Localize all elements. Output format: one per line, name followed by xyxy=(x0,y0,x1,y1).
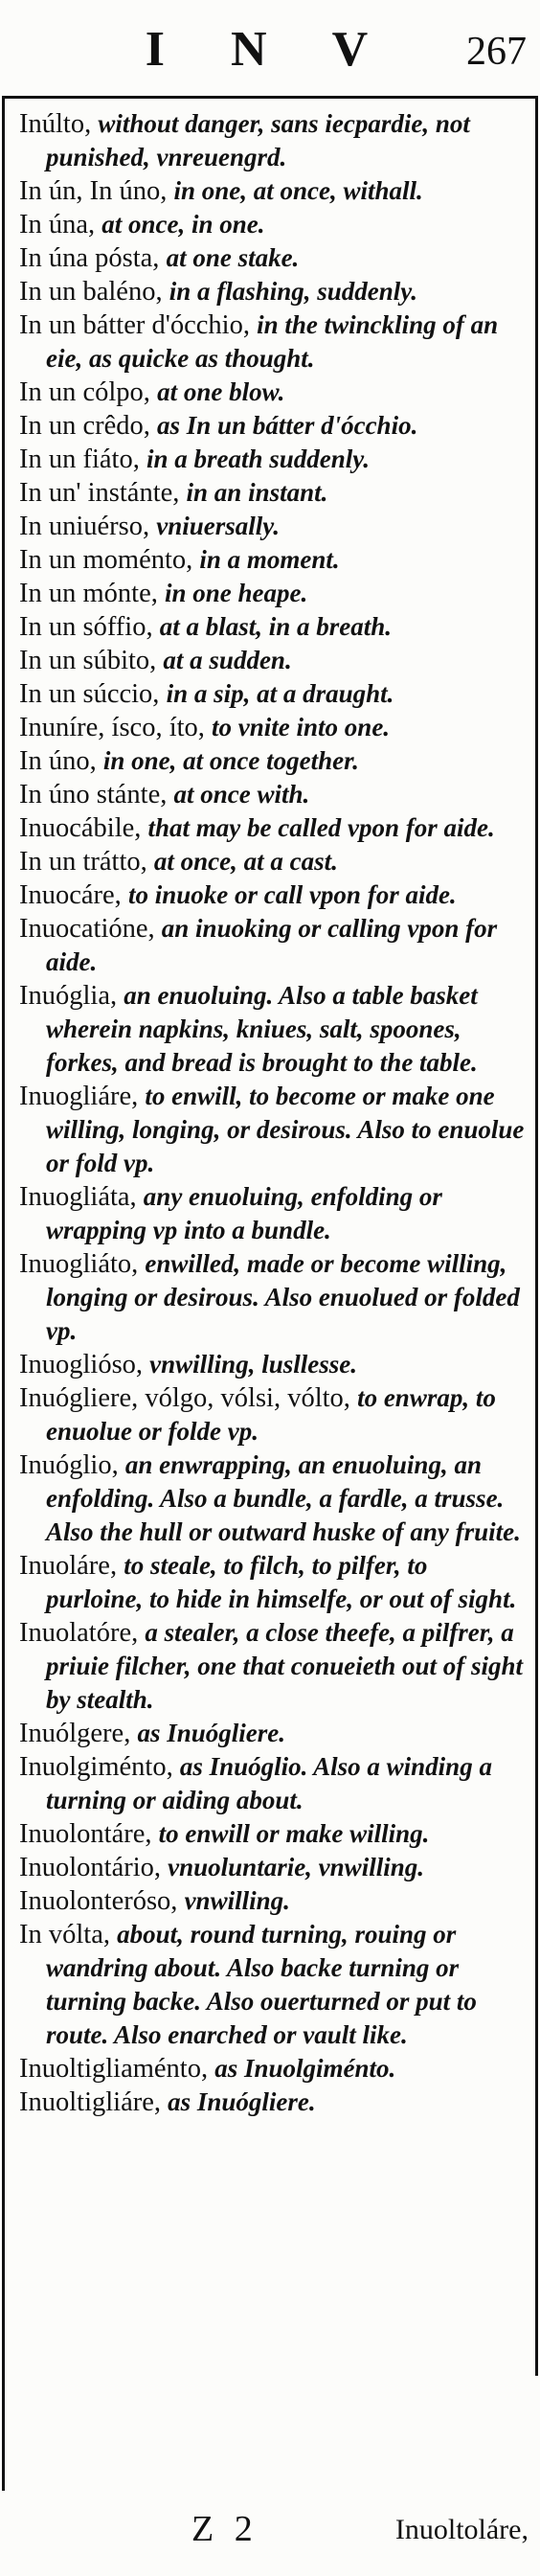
dictionary-entry xyxy=(19,1549,527,1616)
entry-headword: In un bátter d'ócchio, xyxy=(19,310,258,340)
entry-headword: In úna, xyxy=(19,210,102,239)
entry-headword: In un súbito, xyxy=(19,646,164,675)
entry-definition: at one blow. xyxy=(157,377,285,406)
dictionary-entry xyxy=(19,510,527,543)
dictionary-entry xyxy=(19,845,527,878)
dictionary-entry xyxy=(19,677,527,711)
entry-definition: to vnite into one. xyxy=(212,713,391,741)
dictionary-entry xyxy=(19,912,527,979)
entry-definition: as Inuógliere. xyxy=(168,2087,316,2116)
entry-definition: at one stake. xyxy=(166,243,300,272)
entry-definition: in a flashing, suddenly. xyxy=(169,277,418,306)
dictionary-entry xyxy=(19,577,527,610)
entry-headword: In un' instánte, xyxy=(19,478,187,508)
entry-list xyxy=(19,107,527,2119)
entry-definition: vnuoluntarie, vnwilling. xyxy=(168,1853,424,1881)
dictionary-entry xyxy=(19,1348,527,1381)
entry-definition: enwilled, made or become willing, longing or desirous. Also enuolued or folded vp. xyxy=(46,1249,520,1345)
entry-headword: Inuoláre, xyxy=(19,1551,124,1581)
entry-headword: In úno stánte, xyxy=(19,780,174,809)
entry-definition: at once with. xyxy=(173,780,310,809)
entry-headword: Inuníre, ísco, íto, xyxy=(19,713,213,742)
entry-definition: as Inuóglio. Also a winding a turning or aiding about. xyxy=(46,1752,492,1814)
entry-definition: in a sip, at a draught. xyxy=(166,679,394,708)
entry-headword: Inuocáre, xyxy=(19,880,128,910)
dictionary-entry xyxy=(19,107,527,174)
entry-headword: Inuógliere, vólgo, vólsi, vólto, xyxy=(19,1383,358,1413)
entry-definition: an enwrapping, an enuoluing, an enfolding. Also a bundle, a fardle, a trusse. Also the hull or outward huske of any fruite. xyxy=(46,1450,521,1546)
entry-headword: Inuolontário, xyxy=(19,1853,169,1882)
entry-headword: In vólta, xyxy=(19,1920,118,1949)
entry-definition: an inuoking or calling vpon for aide. xyxy=(46,914,498,976)
entry-headword: In un súccio, xyxy=(19,679,167,709)
dictionary-entry xyxy=(19,1247,527,1348)
entry-definition: vnwilling, lusllesse. xyxy=(149,1350,357,1379)
signature-mark: Z 2 xyxy=(191,2509,259,2549)
entry-definition: as Inuógliere. xyxy=(137,1719,285,1747)
entry-headword: Inuogliáre, xyxy=(19,1082,146,1111)
dictionary-entry xyxy=(19,1381,527,1448)
entry-headword: In un fiáto, xyxy=(19,445,146,474)
dictionary-entry xyxy=(19,1817,527,1851)
entry-definition: in a moment. xyxy=(199,545,340,574)
entry-definition: at a blast, in a breath. xyxy=(159,612,393,641)
entry-definition: in one, at once together. xyxy=(102,746,359,775)
entry-headword: In un trátto, xyxy=(19,847,154,877)
entry-definition: to enwill, to become or make one willing, longing, or desirous. Also to enuolue or fold vp. xyxy=(46,1082,525,1177)
entry-headword: In un sóffio, xyxy=(19,612,160,642)
entry-headword: Inuolontáre, xyxy=(19,1819,159,1849)
dictionary-entry xyxy=(19,1448,527,1549)
dictionary-entry xyxy=(19,644,527,677)
dictionary-entry xyxy=(19,2052,527,2086)
dictionary-entry xyxy=(19,744,527,778)
header-rule xyxy=(2,96,538,99)
entry-headword: Inuogliáta, xyxy=(19,1182,144,1212)
dictionary-entry xyxy=(19,174,527,208)
entry-headword: Inuolonterósо, xyxy=(19,1886,185,1916)
entry-headword: Inuolgiménto, xyxy=(19,1752,180,1782)
dictionary-entry xyxy=(19,241,527,275)
entry-headword: In un cólpo, xyxy=(19,377,158,407)
entry-definition: to steale, to filch, to pilfer, to purloine, to hide in himselfe, or out of sight. xyxy=(46,1551,517,1613)
entry-headword: Inuogliósо, xyxy=(19,1350,150,1379)
dictionary-entry xyxy=(19,2086,527,2119)
entry-headword: In úna pósta, xyxy=(19,243,167,273)
dictionary-entry xyxy=(19,610,527,644)
entry-headword: Inuóglio, xyxy=(19,1450,125,1480)
entry-definition: any enuoluing, enfolding or wrapping vp into a bundle. xyxy=(46,1182,442,1244)
entry-definition: to enwrap, to enuolue or folde vp. xyxy=(46,1383,496,1446)
entry-headword: In un baléno, xyxy=(19,277,169,307)
dictionary-entry xyxy=(19,1884,527,1918)
entry-definition: in a breath suddenly. xyxy=(146,445,371,473)
entry-headword: Inuóglia, xyxy=(19,981,124,1011)
entry-definition: in an instant. xyxy=(186,478,328,507)
dictionary-entry xyxy=(19,409,527,443)
entry-headword: In ún, In úno, xyxy=(19,176,174,206)
catchword: Inuoltoláre, xyxy=(394,2514,529,2545)
dictionary-entry xyxy=(19,1851,527,1884)
entry-definition: about, round turning, rouing or wandring about. Also backe turning or turning backe. Also ouerturned or put to route. Also enarched or vault like. xyxy=(46,1920,477,2049)
dictionary-entry xyxy=(19,308,527,376)
page-header xyxy=(0,0,540,88)
left-column-rule xyxy=(2,96,5,2491)
entry-definition: at a sudden. xyxy=(163,646,292,674)
entry-headword: Inúlto, xyxy=(19,109,99,139)
entry-headword: In uniuérso, xyxy=(19,512,157,541)
dictionary-entry xyxy=(19,1750,527,1817)
dictionary-entry xyxy=(19,1180,527,1247)
dictionary-entry xyxy=(19,208,527,241)
entry-definition: in the twinckling of an eie, as quicke as thought. xyxy=(46,310,499,373)
entry-headword: In un moménto, xyxy=(19,545,200,575)
dictionary-entry xyxy=(19,778,527,811)
dictionary-entry xyxy=(19,1717,527,1750)
page-footer xyxy=(0,2500,540,2567)
entry-headword: Inuólgere, xyxy=(19,1719,138,1748)
entry-definition: vnwilling. xyxy=(184,1886,290,1915)
entry-definition: at once, in one. xyxy=(101,210,265,239)
dictionary-entry xyxy=(19,543,527,577)
dictionary-entry xyxy=(19,275,527,308)
page-number: 267 xyxy=(466,30,527,74)
entry-headword: Inuogliáto, xyxy=(19,1249,146,1279)
dictionary-entry xyxy=(19,811,527,845)
dictionary-entry xyxy=(19,376,527,409)
dictionary-entry xyxy=(19,1616,527,1717)
dictionary-entry xyxy=(19,476,527,510)
entry-definition: a stealer, a close theefe, a pilfrer, a priuie filcher, one that conueieth out of sight by stealth. xyxy=(46,1618,524,1714)
entry-definition: that may be called vpon for aide. xyxy=(147,813,495,842)
entry-definition: vniuersally. xyxy=(156,512,281,540)
dictionary-entry xyxy=(19,1080,527,1180)
dictionary-entry xyxy=(19,878,527,912)
entry-definition: to inuoke or call vpon for aide. xyxy=(127,880,457,909)
entry-definition: at once, at a cast. xyxy=(153,847,338,876)
dictionary-entry xyxy=(19,1918,527,2052)
entry-definition: in one heape. xyxy=(164,579,308,607)
entry-headword: Inuocábile, xyxy=(19,813,148,843)
entry-headword: In un crêdo, xyxy=(19,411,158,441)
entry-headword: Inuoltigliaménto, xyxy=(19,2054,215,2084)
entry-definition: to enwill or make willing. xyxy=(158,1819,430,1848)
dictionary-entry xyxy=(19,979,527,1080)
entry-headword: Inuocatióne, xyxy=(19,914,162,944)
entry-headword: Inuoltigliáre, xyxy=(19,2087,169,2117)
right-column-rule xyxy=(535,96,538,2376)
running-head: I N V xyxy=(145,22,395,77)
entry-definition: an enuoluing. Also a table basket wherein napkins, kniues, salt, spoones, forkes, and bread is brought to the table. xyxy=(46,981,478,1077)
entry-headword: In úno, xyxy=(19,746,103,776)
dictionary-entry xyxy=(19,711,527,744)
entry-definition: as Inuolgiménto. xyxy=(214,2054,396,2083)
entry-headword: In un mónte, xyxy=(19,579,165,608)
entry-definition: as In un bátter d'ócchio. xyxy=(157,411,418,440)
entry-definition: in one, at once, withall. xyxy=(173,176,423,205)
dictionary-entry xyxy=(19,443,527,476)
entry-headword: Inuolatóre, xyxy=(19,1618,146,1648)
entry-definition: without danger, sans iecpardie, not punished, vnreuengrd. xyxy=(46,109,470,171)
